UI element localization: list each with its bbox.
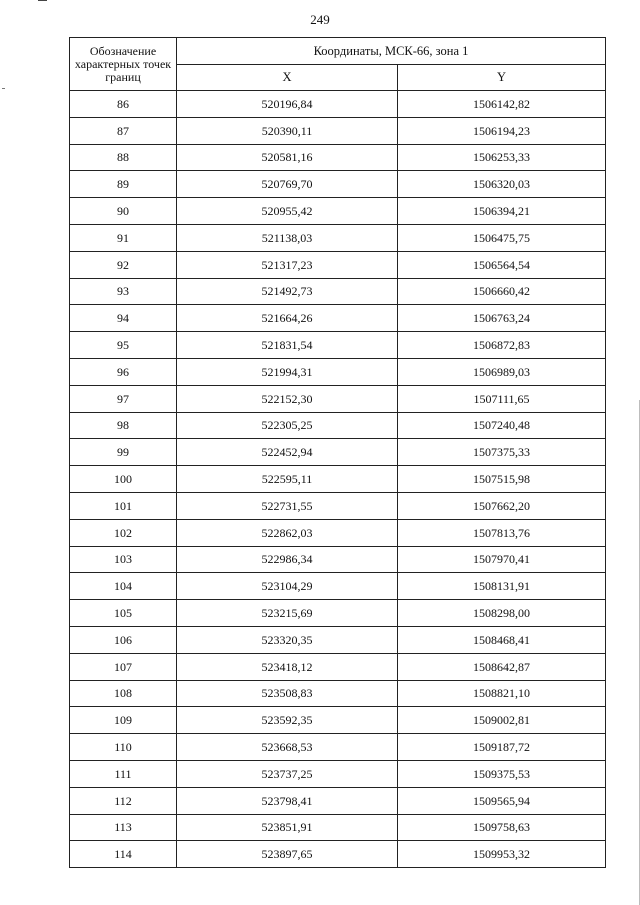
x-coordinate-cell: 522731,55 xyxy=(177,492,398,519)
x-coordinate-cell: 521994,31 xyxy=(177,358,398,385)
x-coordinate-cell: 522595,11 xyxy=(177,466,398,493)
table-row xyxy=(70,412,606,439)
point-number-cell: 100 xyxy=(70,466,177,493)
y-coordinate-cell: 1506660,42 xyxy=(398,278,606,305)
y-coordinate-cell: 1506763,24 xyxy=(398,305,606,332)
x-axis-header: X xyxy=(177,65,398,91)
table-row xyxy=(70,492,606,519)
point-number-cell: 103 xyxy=(70,546,177,573)
table-row xyxy=(70,198,606,225)
x-coordinate-cell: 521664,26 xyxy=(177,305,398,332)
y-coordinate-cell: 1509758,63 xyxy=(398,814,606,841)
table-row xyxy=(70,734,606,761)
x-coordinate-cell: 523320,35 xyxy=(177,626,398,653)
table-row xyxy=(70,814,606,841)
point-number-cell: 90 xyxy=(70,198,177,225)
x-coordinate-cell: 522152,30 xyxy=(177,385,398,412)
y-coordinate-cell: 1508131,91 xyxy=(398,573,606,600)
y-coordinate-cell: 1506564,54 xyxy=(398,251,606,278)
point-number-cell: 104 xyxy=(70,573,177,600)
y-coordinate-cell: 1509565,94 xyxy=(398,787,606,814)
table-row xyxy=(70,600,606,627)
point-number-cell: 87 xyxy=(70,117,177,144)
y-coordinate-cell: 1506475,75 xyxy=(398,224,606,251)
x-coordinate-cell: 521138,03 xyxy=(177,224,398,251)
page-number: 249 xyxy=(310,12,330,27)
point-number-cell: 109 xyxy=(70,707,177,734)
y-coordinate-cell: 1507662,20 xyxy=(398,492,606,519)
point-number-cell: 110 xyxy=(70,734,177,761)
y-coordinate-cell: 1509375,53 xyxy=(398,760,606,787)
table-row xyxy=(70,224,606,251)
y-coordinate-cell: 1507970,41 xyxy=(398,546,606,573)
x-coordinate-cell: 523508,83 xyxy=(177,680,398,707)
x-coordinate-cell: 520581,16 xyxy=(177,144,398,171)
table-row xyxy=(70,171,606,198)
y-coordinate-cell: 1506872,83 xyxy=(398,332,606,359)
margin-tick-mark xyxy=(2,88,5,89)
point-designation-header: Обозначение характерных точек границ xyxy=(70,38,177,91)
x-coordinate-cell: 523798,41 xyxy=(177,787,398,814)
y-coordinate-cell: 1509187,72 xyxy=(398,734,606,761)
table-row xyxy=(70,251,606,278)
y-coordinate-cell: 1506142,82 xyxy=(398,91,606,118)
y-coordinate-cell: 1509002,81 xyxy=(398,707,606,734)
point-number-cell: 86 xyxy=(70,91,177,118)
y-coordinate-cell: 1507375,33 xyxy=(398,439,606,466)
table-row xyxy=(70,91,606,118)
point-number-cell: 89 xyxy=(70,171,177,198)
x-coordinate-cell: 520390,11 xyxy=(177,117,398,144)
x-coordinate-cell: 520955,42 xyxy=(177,198,398,225)
x-coordinate-cell: 522986,34 xyxy=(177,546,398,573)
point-number-cell: 108 xyxy=(70,680,177,707)
y-coordinate-cell: 1506989,03 xyxy=(398,358,606,385)
table-row xyxy=(70,626,606,653)
table-row xyxy=(70,144,606,171)
scan-corner-mark xyxy=(38,0,47,1)
point-number-cell: 94 xyxy=(70,305,177,332)
point-number-cell: 97 xyxy=(70,385,177,412)
y-coordinate-cell: 1508468,41 xyxy=(398,626,606,653)
point-number-cell: 112 xyxy=(70,787,177,814)
x-coordinate-cell: 523897,65 xyxy=(177,841,398,868)
x-coordinate-cell: 522862,03 xyxy=(177,519,398,546)
y-coordinate-cell: 1506194,23 xyxy=(398,117,606,144)
x-coordinate-cell: 521831,54 xyxy=(177,332,398,359)
table-body xyxy=(70,91,606,868)
y-coordinate-cell: 1506394,21 xyxy=(398,198,606,225)
x-coordinate-cell: 523737,25 xyxy=(177,760,398,787)
y-coordinate-cell: 1507111,65 xyxy=(398,385,606,412)
table-row xyxy=(70,519,606,546)
table-row xyxy=(70,787,606,814)
table-row xyxy=(70,305,606,332)
y-coordinate-cell: 1508821,10 xyxy=(398,680,606,707)
point-number-cell: 99 xyxy=(70,439,177,466)
point-number-cell: 106 xyxy=(70,626,177,653)
x-coordinate-cell: 520196,84 xyxy=(177,91,398,118)
x-coordinate-cell: 523592,35 xyxy=(177,707,398,734)
point-number-cell: 88 xyxy=(70,144,177,171)
x-coordinate-cell: 523851,91 xyxy=(177,814,398,841)
x-coordinate-cell: 522305,25 xyxy=(177,412,398,439)
point-number-cell: 102 xyxy=(70,519,177,546)
x-coordinate-cell: 522452,94 xyxy=(177,439,398,466)
point-number-cell: 107 xyxy=(70,653,177,680)
y-coordinate-cell: 1506320,03 xyxy=(398,171,606,198)
x-coordinate-cell: 523418,12 xyxy=(177,653,398,680)
table-row xyxy=(70,841,606,868)
coordinate-system-header: Координаты, МСК-66, зона 1 xyxy=(177,38,606,65)
point-number-cell: 111 xyxy=(70,760,177,787)
x-coordinate-cell: 521317,23 xyxy=(177,251,398,278)
point-number-cell: 98 xyxy=(70,412,177,439)
y-coordinate-cell: 1507813,76 xyxy=(398,519,606,546)
y-axis-header: Y xyxy=(398,65,606,91)
table-row xyxy=(70,117,606,144)
table-row xyxy=(70,653,606,680)
table-row xyxy=(70,707,606,734)
point-number-cell: 114 xyxy=(70,841,177,868)
y-coordinate-cell: 1509953,32 xyxy=(398,841,606,868)
y-coordinate-cell: 1508298,00 xyxy=(398,600,606,627)
table-row xyxy=(70,439,606,466)
table-header xyxy=(70,38,606,91)
point-number-cell: 105 xyxy=(70,600,177,627)
point-number-cell: 113 xyxy=(70,814,177,841)
y-coordinate-cell: 1506253,33 xyxy=(398,144,606,171)
table-row xyxy=(70,546,606,573)
point-number-cell: 101 xyxy=(70,492,177,519)
x-coordinate-cell: 520769,70 xyxy=(177,171,398,198)
table-row xyxy=(70,760,606,787)
x-coordinate-cell: 523104,29 xyxy=(177,573,398,600)
table-row xyxy=(70,573,606,600)
coordinates-table xyxy=(69,37,606,868)
point-number-cell: 93 xyxy=(70,278,177,305)
x-coordinate-cell: 521492,73 xyxy=(177,278,398,305)
point-number-cell: 95 xyxy=(70,332,177,359)
table-row xyxy=(70,358,606,385)
x-coordinate-cell: 523215,69 xyxy=(177,600,398,627)
point-number-cell: 92 xyxy=(70,251,177,278)
y-coordinate-cell: 1507515,98 xyxy=(398,466,606,493)
y-coordinate-cell: 1507240,48 xyxy=(398,412,606,439)
point-number-cell: 91 xyxy=(70,224,177,251)
table-row xyxy=(70,332,606,359)
y-coordinate-cell: 1508642,87 xyxy=(398,653,606,680)
table-row xyxy=(70,680,606,707)
point-number-cell: 96 xyxy=(70,358,177,385)
table-row xyxy=(70,385,606,412)
table-row xyxy=(70,466,606,493)
table-row xyxy=(70,278,606,305)
x-coordinate-cell: 523668,53 xyxy=(177,734,398,761)
